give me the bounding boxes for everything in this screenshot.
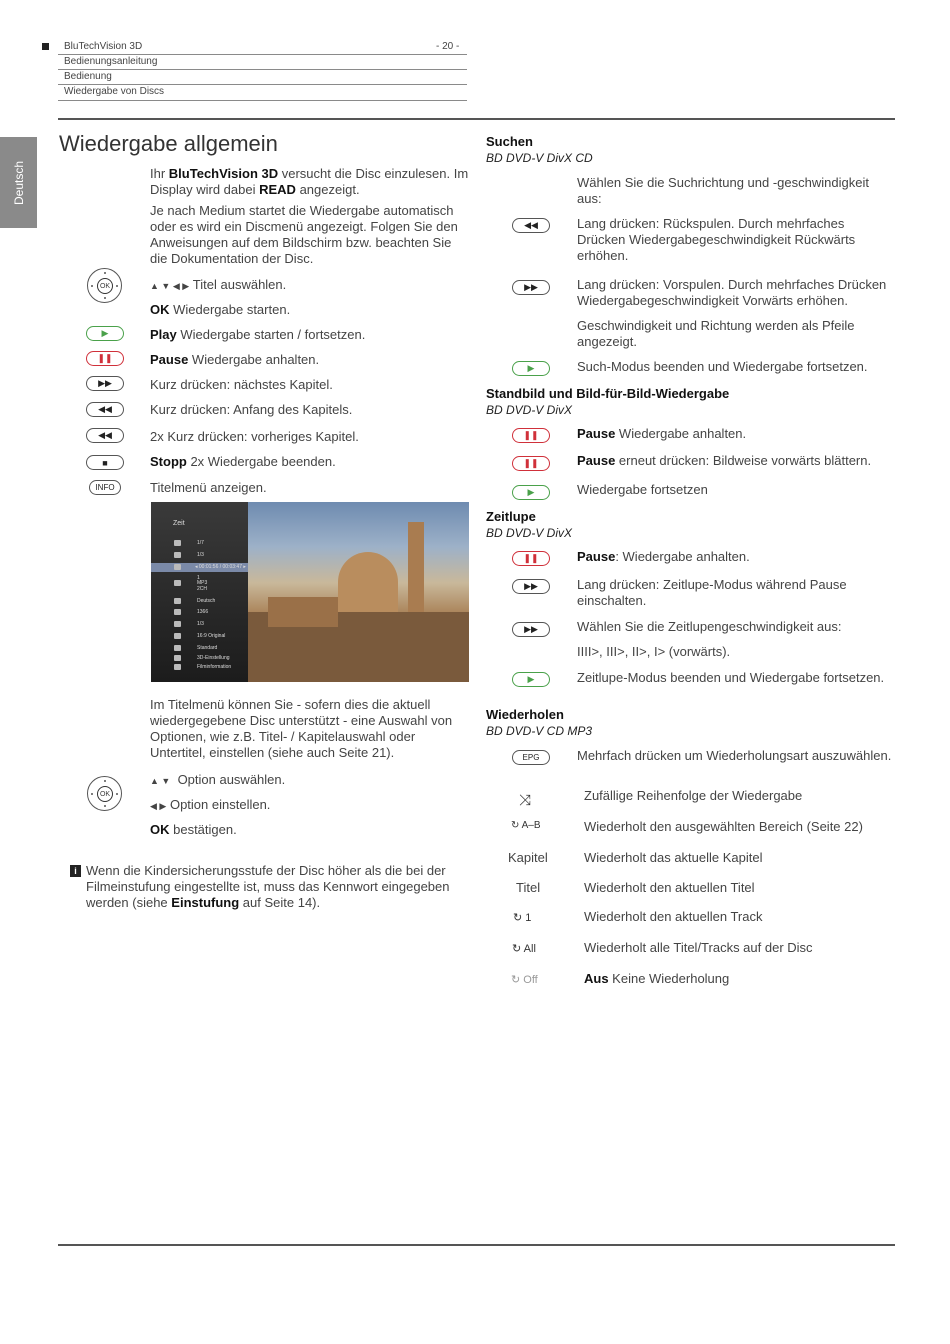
osd-menu-row: Filminformation: [151, 663, 248, 672]
osd-menu-row: MP3: [151, 579, 248, 588]
shuffle-icon: ⤨: [519, 792, 532, 809]
osd-menu-row: 1/3: [151, 551, 248, 560]
repeat-title-label: Titel: [516, 880, 541, 895]
option-confirm-row: OK bestätigen.: [150, 822, 237, 837]
search-intro: Wählen Sie die Suchrichtung und -geschwindigkeit aus:: [577, 175, 869, 206]
osd-menu-row: 1: [197, 575, 200, 581]
epg-button-icon: EPG: [512, 750, 550, 765]
ok-navigation-pad-icon: OK: [87, 268, 122, 303]
repeat-all-icon: ↻ All: [512, 943, 536, 955]
stop-row: Stopp 2x Wiedergabe beenden.: [150, 454, 336, 469]
slow-exit-row: Zeitlupe-Modus beenden und Wiedergabe fortsetzen.: [577, 670, 885, 685]
pause-button-icon: ❚❚: [512, 551, 550, 566]
search-forward: Lang drücken: Vorspulen. Durch mehrfaches Drücken Wiedergabegeschwindigkeit Vorwärts erhöhen.: [577, 277, 887, 308]
previous-chapter-row: 2x Kurz drücken: vorheriges Kapitel.: [150, 429, 359, 444]
osd-menu-panel: [151, 502, 248, 682]
info-button-icon: INFO: [89, 480, 121, 495]
repeat-track-row: Wiederholt den aktuellen Track: [584, 909, 763, 924]
repeat-off-row: Aus Keine Wiederholung: [584, 971, 730, 986]
play-button-icon: ▶: [512, 485, 550, 500]
still-resume-row: Wiedergabe fortsetzen: [577, 482, 708, 497]
rewind-button-icon: ◀◀: [512, 218, 550, 233]
fast-forward-button-icon: ▶▶: [512, 622, 550, 637]
header-divider: [58, 100, 467, 101]
header-divider: [58, 84, 467, 85]
still-step-row: Pause erneut drücken: Bildweise vorwärts blättern.: [577, 453, 872, 468]
search-arrows-note: Geschwindigkeit und Richtung werden als Pfeile angezeigt.: [577, 318, 855, 349]
repeat-off-icon: ↻ Off: [511, 974, 538, 986]
option-set-row: ◀ ▶ Option einstellen.: [150, 797, 271, 812]
repeat-one-icon: ↻ 1: [513, 912, 532, 924]
osd-menu-row: 1/3: [151, 620, 248, 629]
header-divider: [58, 54, 467, 55]
breadcrumb-2: Bedienung: [64, 71, 112, 82]
pause-button-icon: ❚❚: [512, 456, 550, 471]
repeat-all-row: Wiederholt alle Titel/Tracks auf der Disc: [584, 940, 813, 955]
still-pause-row: Pause Wiedergabe anhalten.: [577, 426, 747, 441]
section-title-zeitlupe: Zeitlupe: [486, 509, 536, 524]
osd-menu-row: 2CH: [197, 586, 208, 592]
rewind-button-icon: ◀◀: [86, 402, 124, 417]
osd-menu-title: Zeit: [173, 520, 185, 527]
repeat-title-row: Wiederholt den aktuellen Titel: [584, 880, 755, 895]
breadcrumb-1: Bedienungsanleitung: [64, 56, 158, 67]
osd-menu-row: 3D-Einstellung: [151, 654, 248, 663]
title-menu-screenshot: [151, 502, 469, 682]
section-title-suchen: Suchen: [486, 134, 533, 149]
stop-button-icon: ■: [86, 455, 124, 470]
pause-button-icon: ❚❚: [86, 351, 124, 366]
rewind-button-icon: ◀◀: [86, 428, 124, 443]
play-button-icon: ▶: [512, 361, 550, 376]
slow-speed-row: Wählen Sie die Zeitlupengeschwindigkeit aus:: [577, 619, 842, 634]
osd-menu-row: Standard: [151, 644, 248, 653]
town-photo: [248, 502, 469, 682]
repeat-chapter-label: Kapitel: [508, 850, 548, 865]
top-rule: [58, 118, 895, 120]
info-note-icon: i: [70, 865, 81, 877]
repeat-intro: Mehrfach drücken um Wiederholungsart auszuwählen.: [577, 748, 892, 763]
next-chapter-row: Kurz drücken: nächstes Kapitel.: [150, 377, 333, 392]
formats-zeitlupe: BD DVD-V DivX: [486, 526, 573, 540]
slow-speed-values: IIII>, III>, II>, I> (vorwärts).: [577, 644, 731, 659]
chapter-start-row: Kurz drücken: Anfang des Kapitels.: [150, 402, 353, 417]
repeat-ab-icon: ↻ A–B: [511, 820, 541, 831]
play-row: Play Wiedergabe starten / fortsetzen.: [150, 327, 366, 342]
header-bullet: [42, 43, 49, 50]
breadcrumb-3: Wiedergabe von Discs: [64, 86, 165, 97]
intro-text-2: Je nach Medium startet die Wiedergabe automatisch oder es wird ein Discmenü angezeigt. Folgen Sie den Anweisungen auf dem Bildschirm bzw. beachten Sie die Dokumentation der Disc.: [150, 203, 458, 266]
formats-standbild: BD DVD-V DivX: [486, 403, 573, 417]
repeat-shuffle-row: Zufällige Reihenfolge der Wiedergabe: [584, 788, 803, 803]
parental-note: Wenn die Kindersicherungsstufe der Disc höher als die bei der Filmeinstufung eingestellte ist, muss das Kennwort eingegeben werden (siehe Einstufung auf Seite 14).: [86, 863, 450, 910]
header-product: BluTechVision 3D: [64, 41, 143, 52]
ok-start-row: OK Wiedergabe starten.: [150, 302, 291, 317]
slow-pause-row: Pause: Wiedergabe anhalten.: [577, 549, 750, 564]
play-button-icon: ▶: [86, 326, 124, 341]
search-rewind: Lang drücken: Rückspulen. Durch mehrfaches Drücken Wiedergabegeschwindigkeit Rückwärts erhöhen.: [577, 216, 856, 263]
ok-navigation-pad-icon: OK: [87, 776, 122, 811]
bottom-rule: [58, 1244, 895, 1246]
osd-menu-row: 1/7: [151, 539, 248, 548]
fast-forward-button-icon: ▶▶: [86, 376, 124, 391]
osd-menu-row: Deutsch: [151, 597, 248, 606]
page-number: - 20 -: [436, 41, 460, 52]
select-title-row: ▲ ▼ ◀ ▶ Titel auswählen.: [150, 277, 287, 292]
formats-suchen: BD DVD-V DivX CD: [486, 151, 593, 165]
osd-menu-row-selected: ◂ 00:01:56 / 00:03:47 ▸: [151, 563, 248, 572]
option-select-row: ▲ ▼ Option auswählen.: [150, 772, 286, 787]
play-button-icon: ▶: [512, 672, 550, 687]
fast-forward-button-icon: ▶▶: [512, 280, 550, 295]
section-title-standbild: Standbild und Bild-für-Bild-Wiedergabe: [486, 386, 730, 401]
fast-forward-button-icon: ▶▶: [512, 579, 550, 594]
page-title: Wiedergabe allgemein: [59, 131, 278, 156]
repeat-ab-row: Wiederholt den ausgewählten Bereich (Seite 22): [584, 819, 863, 834]
formats-wiederholen: BD DVD-V CD MP3: [486, 724, 593, 738]
search-exit: Such-Modus beenden und Wiedergabe fortsetzen.: [577, 359, 868, 374]
intro-text: Ihr BluTechVision 3D versucht die Disc einzulesen. Im Display wird dabei READ angezeigt.: [150, 166, 469, 197]
pause-row: Pause Wiedergabe anhalten.: [150, 352, 320, 367]
osd-menu-row: 16:9 Original: [151, 632, 248, 641]
section-title-wiederholen: Wiederholen: [486, 707, 564, 722]
title-menu-row: Titelmenü anzeigen.: [150, 480, 267, 495]
repeat-chapter-row: Wiederholt das aktuelle Kapitel: [584, 850, 763, 865]
language-tab: Deutsch: [0, 137, 37, 228]
osd-menu-row: 1366: [151, 608, 248, 617]
pause-button-icon: ❚❚: [512, 428, 550, 443]
slow-enable-row: Lang drücken: Zeitlupe-Modus während Pause einschalten.: [577, 577, 847, 608]
header-divider: [58, 69, 467, 70]
title-menu-description: Im Titelmenü können Sie - sofern dies die aktuell wiedergegebene Disc unterstützt - eine Auswahl von Optionen, wie z.B. Titel- / Kapitelauswahl oder Untertitel, einstellen (siehe auch Seite 21).: [150, 697, 453, 760]
